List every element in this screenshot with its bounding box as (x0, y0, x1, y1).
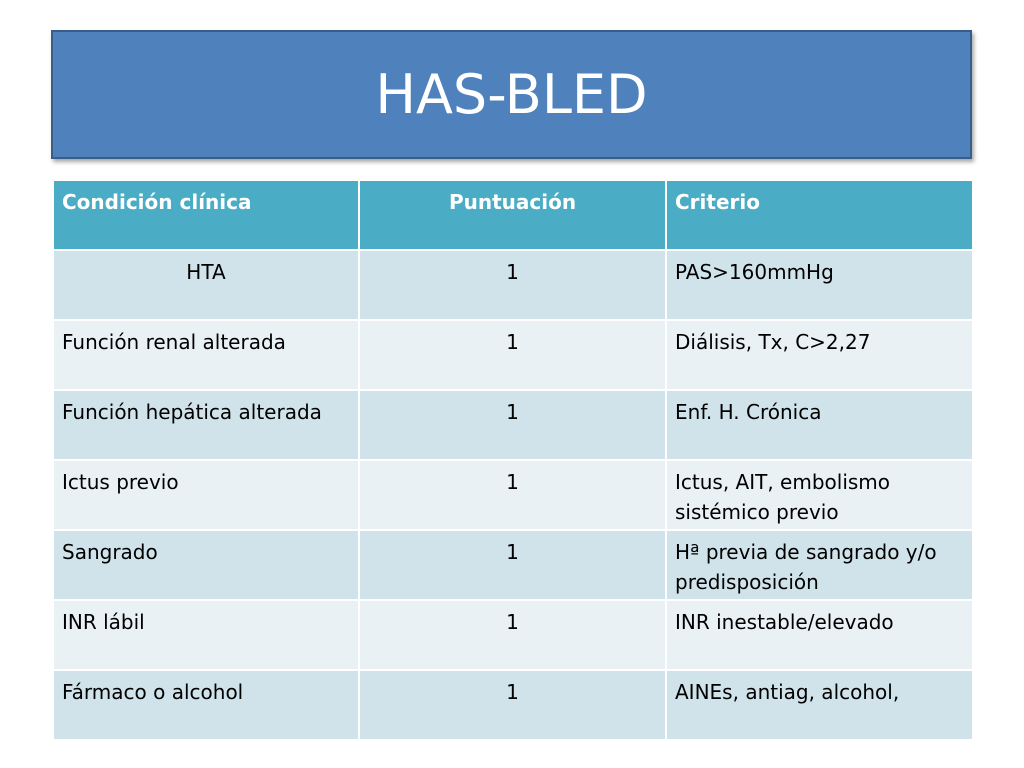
cell-puntuacion: 1 (359, 390, 666, 460)
header-puntuacion: Puntuación (359, 180, 666, 250)
cell-condicion: INR lábil (53, 600, 359, 670)
cell-condicion: Función renal alterada (53, 320, 359, 390)
has-bled-table (52, 179, 974, 741)
cell-puntuacion: 1 (359, 670, 666, 740)
cell-condicion: Función hepática alterada (53, 390, 359, 460)
cell-criterio: Diálisis, Tx, C>2,27 (666, 320, 973, 390)
table-row (53, 390, 973, 460)
header-condicion: Condición clínica (53, 180, 359, 250)
cell-puntuacion: 1 (359, 460, 666, 530)
slide-title: HAS-BLED (375, 62, 648, 126)
cell-condicion: Sangrado (53, 530, 359, 600)
table-header-row (53, 180, 973, 250)
cell-criterio: Hª previa de sangrado y/o predisposición (666, 530, 973, 600)
table-row (53, 320, 973, 390)
cell-condicion: Fármaco o alcohol (53, 670, 359, 740)
cell-criterio: PAS>160mmHg (666, 250, 973, 320)
table-row (53, 600, 973, 670)
title-banner (51, 30, 972, 159)
cell-criterio: INR inestable/elevado (666, 600, 973, 670)
cell-criterio: Enf. H. Crónica (666, 390, 973, 460)
table-row (53, 530, 973, 600)
cell-condicion: Ictus previo (53, 460, 359, 530)
table-row (53, 460, 973, 530)
cell-puntuacion: 1 (359, 250, 666, 320)
table-row (53, 250, 973, 320)
cell-criterio: AINEs, antiag, alcohol, (666, 670, 973, 740)
cell-puntuacion: 1 (359, 600, 666, 670)
cell-condicion: HTA (53, 250, 359, 320)
header-criterio: Criterio (666, 180, 973, 250)
table-row (53, 670, 973, 740)
cell-puntuacion: 1 (359, 530, 666, 600)
cell-criterio: Ictus, AIT, embolismo sistémico previo (666, 460, 973, 530)
cell-puntuacion: 1 (359, 320, 666, 390)
